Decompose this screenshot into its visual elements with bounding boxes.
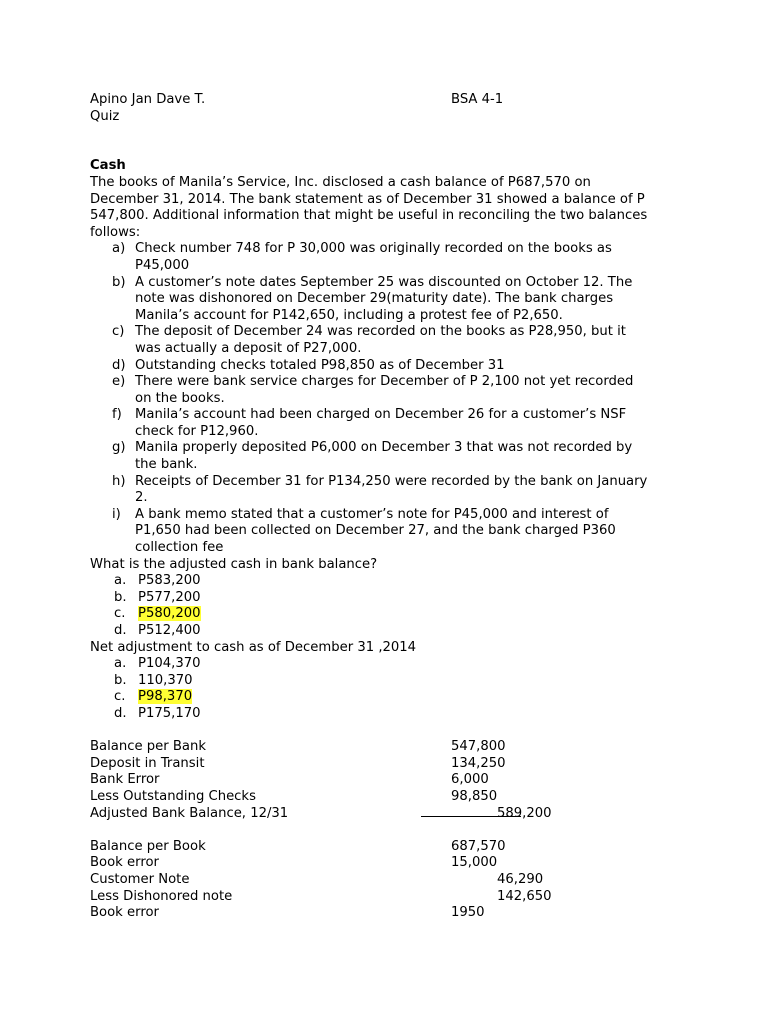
- ledger-label: Book error: [90, 905, 159, 921]
- choice-text: P583,200: [138, 573, 201, 589]
- choice-text: P104,370: [138, 656, 201, 672]
- list-item: [90, 374, 690, 407]
- list-item: [90, 474, 690, 507]
- ledger-amount: 98,850: [451, 788, 498, 804]
- ledger-amount: 46,290: [497, 871, 544, 887]
- item-line: the bank.: [135, 457, 198, 473]
- choice-marker: c.: [114, 606, 126, 622]
- item-line: note was dishonored on December 29(maturity date). The bank charges: [135, 291, 614, 307]
- item-line: Receipts of December 31 for P134,250 were recorded by the bank on January: [135, 473, 648, 489]
- item-marker: e): [112, 374, 126, 390]
- item-marker: c): [112, 324, 125, 340]
- item-marker: d): [112, 357, 126, 373]
- choice-item: [90, 656, 690, 673]
- quiz-label: Quiz: [90, 108, 120, 124]
- problem-intro: [90, 175, 690, 241]
- ledger-row: [90, 772, 690, 789]
- choice-item: [90, 706, 690, 723]
- item-marker: i): [112, 506, 121, 522]
- ledger-row: [90, 855, 690, 872]
- choice-item: [90, 689, 690, 706]
- item-line: was actually a deposit of P27,000.: [135, 340, 362, 356]
- item-line: P45,000: [135, 257, 190, 273]
- ledger-label: Balance per Bank: [90, 739, 207, 755]
- choice-marker: a.: [114, 656, 127, 672]
- choice-marker: a.: [114, 573, 127, 589]
- ledger-amount: 142,650: [497, 888, 552, 904]
- section-label: BSA 4-1: [451, 92, 504, 107]
- book-reconciliation: [90, 839, 690, 922]
- item-line: Manila properly deposited P6,000 on December 3 that was not recorded by: [135, 440, 633, 456]
- list-item: [90, 440, 690, 473]
- item-line: 2.: [135, 490, 148, 506]
- item-marker: g): [112, 440, 126, 456]
- choice-item: [90, 623, 690, 640]
- item-line: There were bank service charges for December of P 2,100 not yet recorded: [135, 374, 634, 390]
- ledger-amount: 134,250: [451, 755, 506, 771]
- item-line: The deposit of December 24 was recorded on the books as P28,950, but it: [135, 324, 626, 340]
- ledger-amount: 6,000: [451, 772, 489, 788]
- ledger-amount: 15,000: [451, 855, 498, 871]
- choice-marker: d.: [114, 623, 127, 638]
- ledger-label: Adjusted Bank Balance, 12/31: [90, 805, 289, 821]
- choice-marker: b.: [114, 589, 127, 605]
- ledger-label: Less Outstanding Checks: [90, 788, 256, 804]
- list-item: [90, 324, 690, 357]
- question-1-choices: [90, 573, 690, 639]
- problem-heading: Cash: [90, 158, 126, 174]
- ledger-row: [90, 756, 690, 773]
- item-line: Manila’s account had been charged on December 26 for a customer’s NSF: [135, 407, 627, 423]
- item-line: collection fee: [135, 540, 224, 556]
- choice-text: P577,200: [138, 589, 201, 605]
- choice-item: [90, 606, 690, 623]
- ledger-amount: 589,200: [497, 805, 552, 821]
- ledger-label: Less Dishonored note: [90, 888, 233, 904]
- question-1: What is the adjusted cash in bank balance?: [90, 556, 378, 572]
- choice-marker: b.: [114, 672, 127, 688]
- question-2-choices: [90, 656, 690, 722]
- highlighted-answer: P580,200: [138, 606, 201, 622]
- intro-line: The books of Manila’s Service, Inc. disclosed a cash balance of P687,570 on: [90, 174, 591, 190]
- ledger-amount: 547,800: [451, 739, 506, 755]
- item-marker: a): [112, 241, 126, 257]
- header-row: [90, 92, 690, 109]
- choice-text: P175,170: [138, 705, 201, 721]
- question-2: Net adjustment to cash as of December 31 ,2014: [90, 639, 417, 655]
- information-list: [90, 241, 690, 556]
- choice-item: [90, 673, 690, 690]
- ledger-label: Book error: [90, 855, 159, 871]
- ledger-amount: 687,570: [451, 838, 506, 854]
- ledger-row: [90, 789, 690, 806]
- item-line: A bank memo stated that a customer’s note for P45,000 and interest of: [135, 506, 609, 522]
- item-line: check for P12,960.: [135, 423, 259, 439]
- choice-item: [90, 573, 690, 590]
- ledger-row: [90, 905, 690, 922]
- item-line: P1,650 had been collected on December 27, and the bank charged P360: [135, 523, 616, 539]
- intro-line: 547,800. Additional information that might be useful in reconciling the two balances: [90, 208, 648, 224]
- choice-text: 110,370: [138, 672, 193, 688]
- choice-marker: d.: [114, 705, 127, 721]
- item-marker: f): [112, 407, 122, 423]
- ledger-label: Deposit in Transit: [90, 755, 205, 771]
- list-item: [90, 241, 690, 274]
- item-marker: h): [112, 473, 126, 489]
- item-line: A customer’s note dates September 25 was discounted on October 12. The: [135, 274, 633, 290]
- intro-line: December 31, 2014. The bank statement as of December 31 showed a balance of P: [90, 191, 645, 207]
- highlighted-answer: P98,370: [138, 689, 193, 705]
- item-line: Check number 748 for P 30,000 was originally recorded on the books as: [135, 241, 612, 257]
- ledger-label: Balance per Book: [90, 838, 206, 854]
- list-item: [90, 407, 690, 440]
- choice-text: P512,400: [138, 623, 201, 638]
- ledger-label: Bank Error: [90, 772, 160, 788]
- choice-marker: c.: [114, 689, 126, 705]
- bank-reconciliation: [90, 739, 690, 822]
- document-page: [90, 92, 690, 922]
- intro-line: follows:: [90, 224, 141, 240]
- item-line: Outstanding checks totaled P98,850 as of December 31: [135, 357, 505, 373]
- list-item: [90, 507, 690, 557]
- choice-item: [90, 590, 690, 607]
- item-marker: b): [112, 274, 126, 290]
- ledger-row: [90, 839, 690, 856]
- ledger-row: [90, 739, 690, 756]
- ledger-row: [90, 889, 690, 906]
- ledger-label: Customer Note: [90, 871, 190, 887]
- item-line: on the books.: [135, 390, 225, 406]
- student-name: Apino Jan Dave T.: [90, 92, 206, 107]
- ledger-row: [90, 806, 690, 823]
- ledger-amount: 1950: [451, 905, 485, 921]
- ledger-row: [90, 872, 690, 889]
- item-line: Manila’s account for P142,650, including a protest fee of P2,650.: [135, 307, 563, 323]
- list-item: [90, 358, 690, 375]
- list-item: [90, 275, 690, 325]
